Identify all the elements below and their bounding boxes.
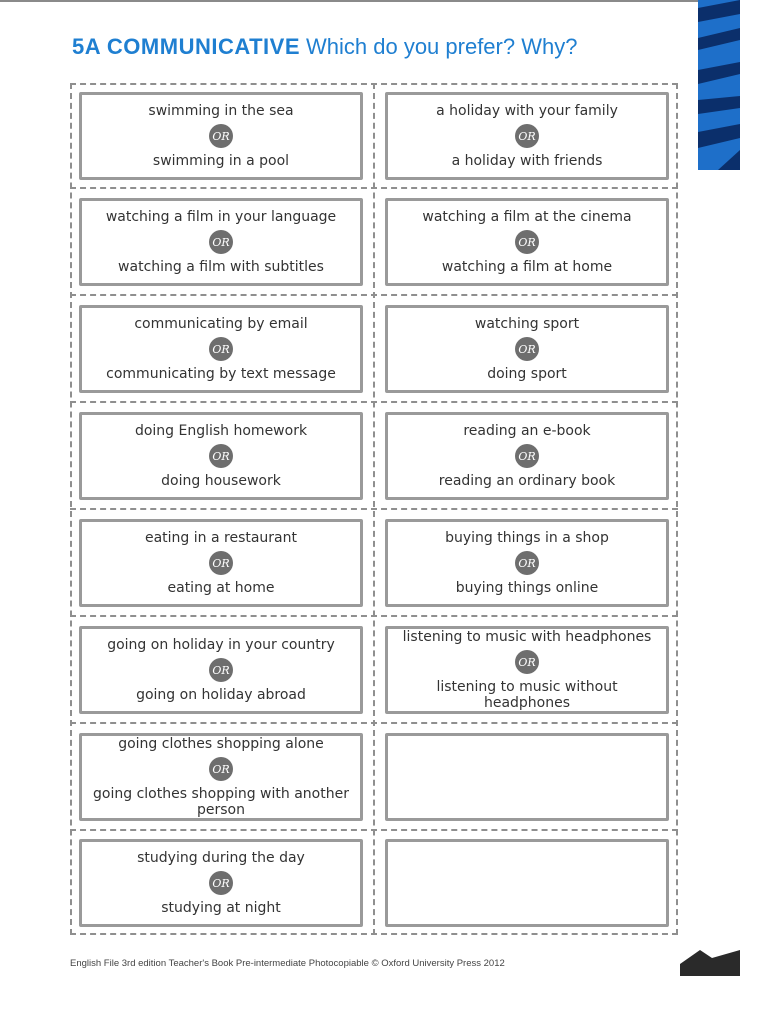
option-b: eating at home xyxy=(167,580,275,596)
horizontal-cut-line xyxy=(70,722,678,724)
horizontal-cut-line xyxy=(70,829,678,831)
blank-card xyxy=(385,839,669,927)
option-b: swimming in a pool xyxy=(152,153,290,169)
option-a: a holiday with your family xyxy=(436,103,618,119)
option-b: watching a film at home xyxy=(441,259,613,275)
option-a: watching sport xyxy=(474,316,580,332)
or-badge: OR xyxy=(515,124,539,148)
or-badge: OR xyxy=(209,658,233,682)
or-badge: OR xyxy=(515,650,539,674)
preference-card xyxy=(79,519,363,607)
preference-card xyxy=(385,198,669,286)
option-b: doing housework xyxy=(161,473,281,489)
option-a: watching a film at the cinema xyxy=(422,209,632,225)
or-badge: OR xyxy=(209,551,233,575)
option-a: buying things in a shop xyxy=(445,530,609,546)
or-badge: OR xyxy=(515,230,539,254)
preference-card xyxy=(79,626,363,714)
horizontal-cut-line xyxy=(70,401,678,403)
option-b: doing sport xyxy=(487,366,567,382)
or-badge: OR xyxy=(209,444,233,468)
preference-card xyxy=(385,519,669,607)
preference-card xyxy=(79,839,363,927)
preference-card xyxy=(79,92,363,180)
or-badge: OR xyxy=(515,337,539,361)
or-badge: OR xyxy=(209,124,233,148)
decorative-corner-mark xyxy=(680,940,740,980)
horizontal-cut-line xyxy=(70,187,678,189)
preference-card xyxy=(79,733,363,821)
decorative-blue-stripes xyxy=(698,0,740,170)
worksheet-code: 5A COMMUNICATIVE xyxy=(72,34,300,59)
preference-card xyxy=(385,305,669,393)
option-a: going clothes shopping alone xyxy=(118,736,324,752)
option-a: swimming in the sea xyxy=(148,103,294,119)
option-a: studying during the day xyxy=(137,850,305,866)
preference-card xyxy=(385,412,669,500)
or-badge: OR xyxy=(209,230,233,254)
worksheet-subtitle: Which do you prefer? Why? xyxy=(306,34,578,59)
option-b: watching a film with subtitles xyxy=(118,259,324,275)
horizontal-cut-line xyxy=(70,294,678,296)
option-a: reading an e-book xyxy=(463,423,591,439)
option-a: watching a film in your language xyxy=(105,209,337,225)
option-b: studying at night xyxy=(161,900,281,916)
option-b: reading an ordinary book xyxy=(438,473,616,489)
option-b: buying things online xyxy=(455,580,599,596)
or-badge: OR xyxy=(209,757,233,781)
horizontal-cut-line xyxy=(70,615,678,617)
preference-card xyxy=(79,305,363,393)
or-badge: OR xyxy=(209,337,233,361)
option-a: going on holiday in your country xyxy=(107,637,335,653)
option-a: eating in a restaurant xyxy=(144,530,298,546)
option-b: going on holiday abroad xyxy=(136,687,306,703)
preference-card xyxy=(79,412,363,500)
page-title xyxy=(72,34,577,60)
option-b: communicating by text message xyxy=(106,366,336,382)
or-badge: OR xyxy=(209,871,233,895)
preference-card xyxy=(385,626,669,714)
option-a: communicating by email xyxy=(134,316,308,332)
top-rule xyxy=(0,0,700,2)
option-b: listening to music without headphones xyxy=(436,679,618,711)
preference-card xyxy=(79,198,363,286)
option-b: a holiday with friends xyxy=(451,153,603,169)
copyright-footer: English File 3rd edition Teacher's Book Pre-intermediate Photocopiable © Oxford University Press 2012 xyxy=(70,958,505,969)
horizontal-cut-line xyxy=(70,508,678,510)
or-badge: OR xyxy=(515,551,539,575)
option-a: listening to music with headphones xyxy=(402,629,652,645)
or-badge: OR xyxy=(515,444,539,468)
blank-card xyxy=(385,733,669,821)
option-b: going clothes shopping with another person xyxy=(93,786,349,818)
option-a: doing English homework xyxy=(134,423,308,439)
preference-card xyxy=(385,92,669,180)
